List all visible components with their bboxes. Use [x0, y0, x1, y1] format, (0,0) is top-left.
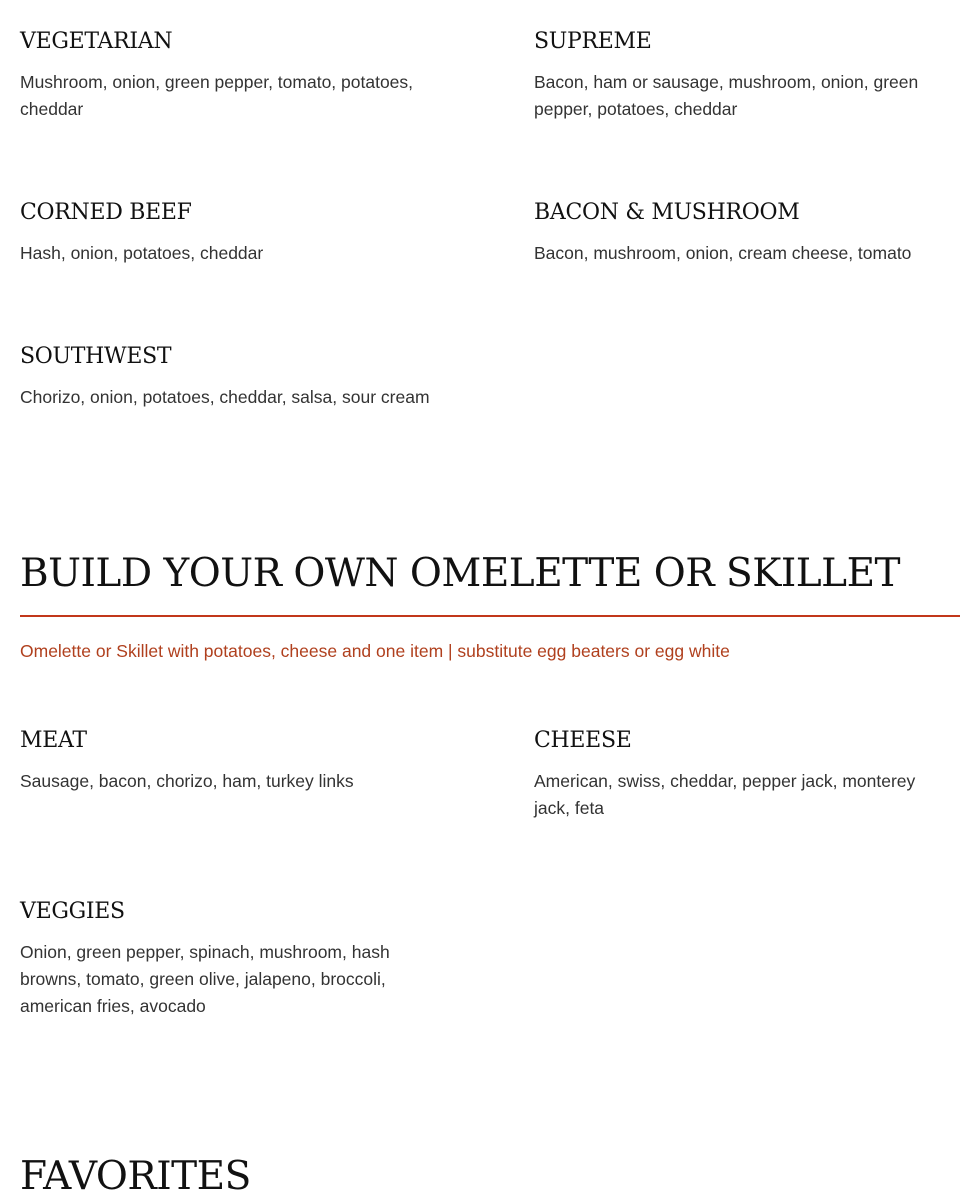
menu-item-title: VEGGIES [20, 899, 125, 924]
section-heading-build-your-own: BUILD YOUR OWN OMELETTE OR SKILLET [20, 551, 901, 596]
menu-item-title: VEGETARIAN [20, 29, 173, 54]
section-divider [20, 615, 960, 617]
menu-item-title: BACON & MUSHROOM [534, 200, 800, 225]
menu-item-cheese [534, 728, 944, 822]
menu-item-title: CORNED BEEF [20, 200, 192, 225]
menu-item-supreme [534, 29, 944, 123]
menu-item-title: SUPREME [534, 29, 652, 54]
menu-item-description: Bacon, ham or sausage, mushroom, onion, green pepper, potatoes, cheddar [534, 72, 919, 119]
menu-item-description: Sausage, bacon, chorizo, ham, turkey links [20, 771, 354, 791]
menu-item-bacon-mushroom [534, 200, 954, 267]
section-note: Omelette or Skillet with potatoes, cheese and one item | substitute egg beaters or egg white [20, 641, 730, 661]
menu-item-title: SOUTHWEST [20, 344, 172, 369]
menu-item-corned-beef [20, 200, 450, 267]
menu-item-vegetarian [20, 29, 450, 123]
menu-item-description: American, swiss, cheddar, pepper jack, monterey jack, feta [534, 771, 916, 818]
menu-item-meat [20, 728, 450, 795]
menu-item-description: Onion, green pepper, spinach, mushroom, hash browns, tomato, green olive, jalapeno, broccoli, american fries, avocado [20, 942, 390, 1016]
menu-item-description: Hash, onion, potatoes, cheddar [20, 243, 264, 263]
menu-item-veggies [20, 899, 420, 1020]
menu-item-description: Bacon, mushroom, onion, cream cheese, tomato [534, 243, 912, 263]
menu-item-title: MEAT [20, 728, 87, 753]
menu-item-title: CHEESE [534, 728, 632, 753]
menu-item-description: Mushroom, onion, green pepper, tomato, potatoes, cheddar [20, 72, 414, 119]
menu-item-southwest [20, 344, 470, 411]
section-heading-favorites: FAVORITES [20, 1154, 251, 1199]
menu-item-description: Chorizo, onion, potatoes, cheddar, salsa, sour cream [20, 387, 430, 407]
